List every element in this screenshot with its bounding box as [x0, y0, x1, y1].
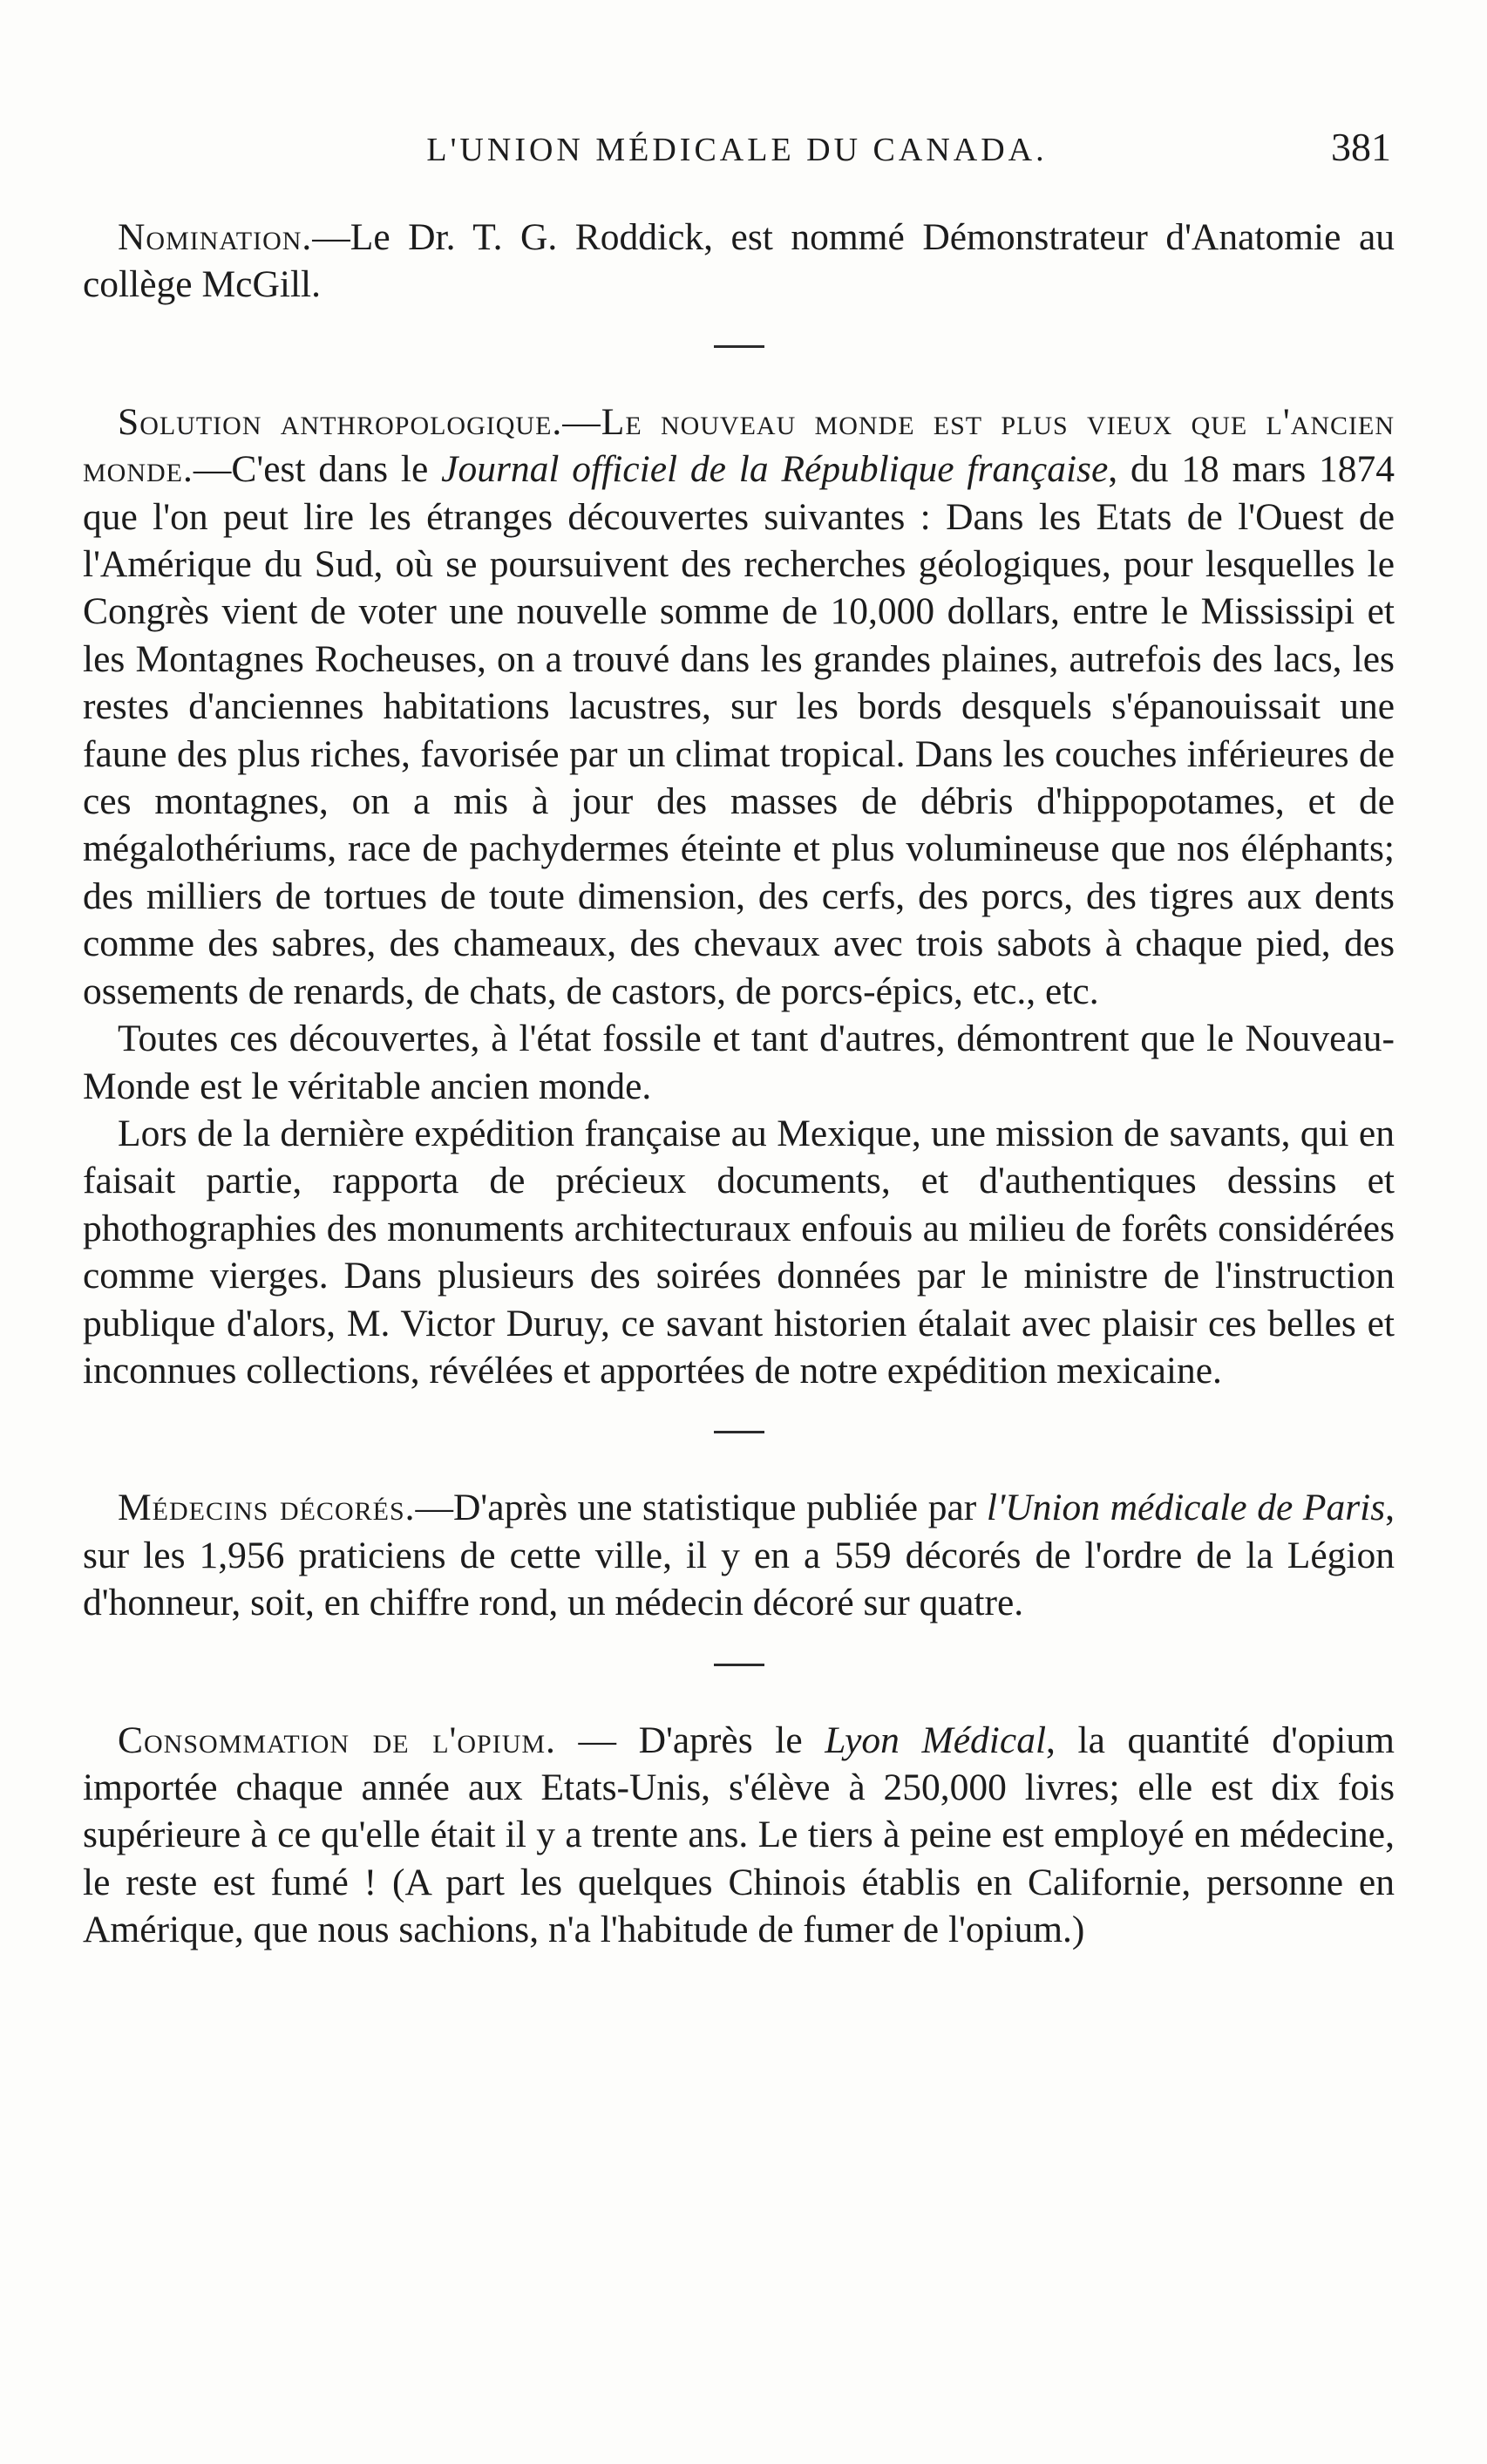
journal-title: l'Union médicale de Paris	[986, 1487, 1386, 1529]
article-lead: Consommation de l'opium.	[118, 1719, 556, 1761]
text-run: , sur les 1,956 praticiens de cette ville, il y en a 559 décorés de l'ordre de la Légion d'honneur, soit, en chiffre rond, un médecin décoré sur quatre.	[83, 1487, 1395, 1624]
article-lead: Solution anthropologique.—Le nouveau monde est plus vieux que l'ancien monde.	[83, 400, 1395, 491]
article-paragraph	[83, 1015, 1395, 1110]
text-run: , du 18 mars 1874 que l'on peut lire les étranges découvertes suivantes : Dans les Etats de l'Ouest de l'Amérique du Sud, où se poursuivent des recherches géologiques, pour lesquelles le Congrès vient de voter une nouvelle somme de 10,000 dollars, entre le Mississipi et les Montagnes Rocheuses, on a trouvé dans les grandes plaines, autrefois des lacs, les restes d'anciennes habitations lacustres, sur les bords desquels s'épanouissait une faune des plus riches, favorisée par un climat tropical. Dans les couches inférieures de ces montagnes, on a mis à jour des masses de débris d'hippopotames, et de mégalothériums, race de pachydermes éteinte et plus volumineuse que nos éléphants; des milliers de tortues de toute dimension, des cerfs, des porcs, des tigres aux dents comme des sabres, des chameaux, des chevaux avec trois sabots à chaque pied, des ossements de renards, de chats, de castors, de porcs-épics, etc., etc.	[83, 448, 1395, 1012]
text-run: — D'après le	[555, 1719, 825, 1761]
article-lead: Médecins décorés.	[118, 1487, 416, 1529]
section-separator	[714, 1664, 764, 1666]
text-run: , la quantité d'opium importée chaque année aux Etats-Unis, s'élève à 250,000 livres; elle est dix fois supérieure à ce qu'elle était il y a trente ans. Le tiers à peine est employé en médecine, le reste est fumé ! (A part les quelques Chinois établis en Californie, personne en Amérique, que nous sachions, n'a l'habitude de fumer de l'opium.)	[83, 1719, 1395, 1951]
text-run: —D'après une statistique publiée par	[415, 1487, 987, 1529]
article-paragraph	[83, 214, 1395, 309]
section-separator	[714, 1431, 764, 1433]
article-opium	[83, 1717, 1395, 1954]
article-lead: Nomination.	[118, 216, 313, 258]
article-nomination	[83, 214, 1395, 309]
journal-title: Journal officiel de la République française	[441, 448, 1109, 491]
page-number: 381	[1331, 125, 1391, 169]
text-run: —Le Dr. T. G. Roddick, est nommé Démonstrateur d'Anatomie au collège McGill.	[83, 216, 1395, 306]
article-anthropology	[83, 398, 1395, 1395]
journal-title: Lyon Médical	[825, 1719, 1047, 1761]
article-decorated-doctors	[83, 1484, 1395, 1626]
article-paragraph	[83, 1717, 1395, 1954]
section-separator	[714, 345, 764, 348]
article-paragraph	[83, 1484, 1395, 1626]
article-paragraph	[83, 398, 1395, 1015]
article-paragraph	[83, 1110, 1395, 1394]
text-run: Toutes ces découvertes, à l'état fossile et tant d'autres, démontrent que le Nouveau-Monde est le véritable ancien monde.	[83, 1018, 1395, 1107]
running-title: L'UNION MÉDICALE DU CANADA.	[426, 132, 1048, 168]
page-header	[83, 125, 1391, 192]
text-run: —C'est dans le	[193, 448, 442, 491]
page-content	[83, 214, 1395, 1954]
text-run: Lors de la dernière expédition française au Mexique, une mission de savants, qui en faisait partie, rapporta de précieux documents, et d'authentiques dessins et phothographies des monuments architecturaux enfouis au milieu de forêts considérées comme vierges. Dans plusieurs des soirées données par le ministre de l'instruction publique d'alors, M. Victor Duruy, ce savant historien étalait avec plaisir ces belles et inconnues collections, révélées et apportées de notre expédition mexicaine.	[83, 1112, 1395, 1392]
